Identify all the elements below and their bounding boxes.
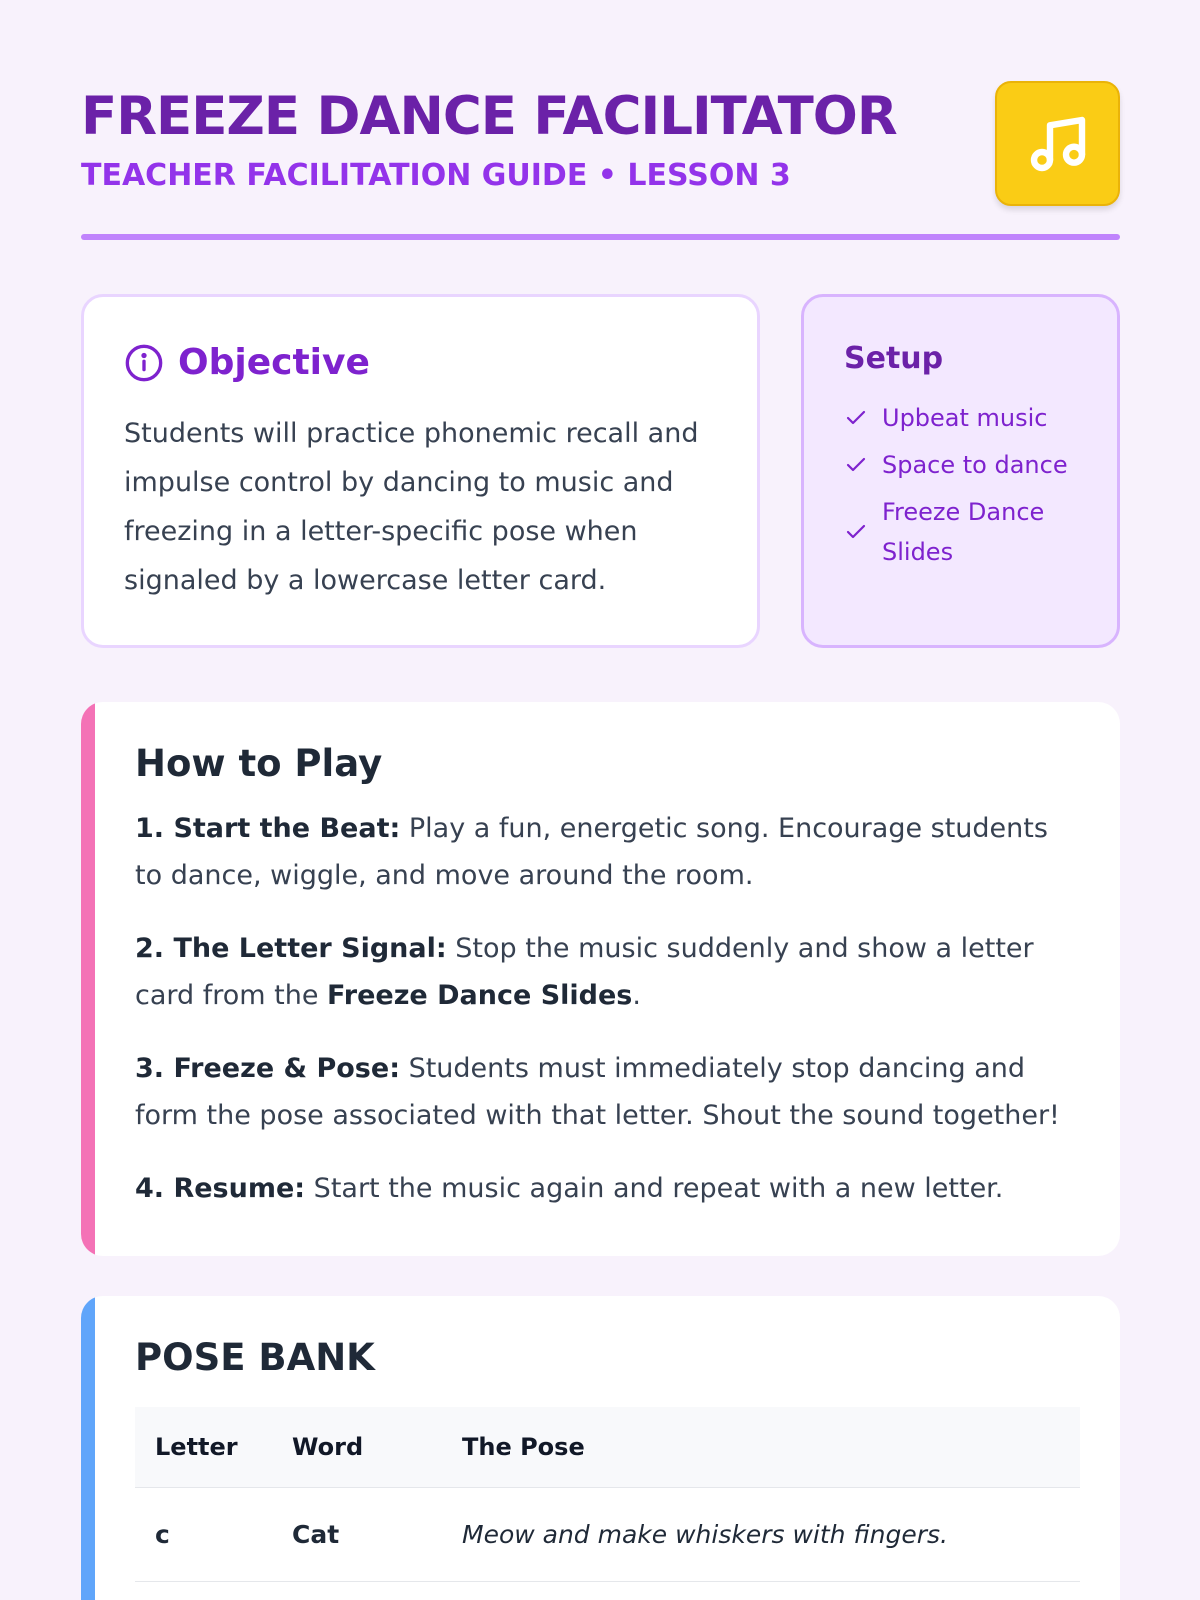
header-divider: [81, 234, 1120, 240]
setup-item-label: Upbeat music: [882, 404, 1048, 432]
step-label: 4. Resume:: [135, 1173, 306, 1204]
setup-item: [844, 492, 1077, 572]
page-subtitle: TEACHER FACILITATION GUIDE • LESSON 3: [81, 158, 791, 193]
info-icon: [124, 343, 164, 383]
objective-heading: [124, 342, 717, 383]
check-icon: [844, 520, 868, 544]
step-text: Start the music again and repeat with a new letter.: [305, 1173, 1004, 1204]
step-item: [135, 1045, 1080, 1139]
pose-bank-card: [81, 1296, 1120, 1600]
step-emphasis: Freeze Dance Slides: [327, 980, 633, 1011]
table-header-row: [135, 1407, 1080, 1487]
step-text: Students must immediately stop dancing and form the pose associated with that letter. Shout the sound together!: [135, 1053, 1060, 1131]
objective-card: [81, 294, 760, 648]
how-to-play-card: [81, 702, 1120, 1256]
step-item: [135, 805, 1080, 899]
setup-item: [844, 398, 1077, 438]
guide-page: [81, 0, 1120, 1549]
letter-cell: c: [135, 1487, 272, 1581]
check-icon: [844, 453, 868, 477]
step-label: 2. The Letter Signal:: [135, 933, 447, 964]
setup-title: Setup: [844, 341, 944, 376]
step-label: 1. Start the Beat:: [135, 813, 401, 844]
step-item: [135, 1165, 1080, 1212]
pose-bank-title: POSE BANK: [135, 1336, 375, 1379]
step-item: [135, 925, 1080, 1019]
word-cell: Cat: [272, 1487, 442, 1581]
setup-list: [844, 398, 1077, 572]
step-label: 3. Freeze & Pose:: [135, 1053, 400, 1084]
column-header-word: Word: [272, 1407, 442, 1487]
pose-cell: Meow and make whiskers with fingers.: [442, 1487, 1080, 1581]
setup-item-label: Space to dance: [882, 451, 1068, 479]
check-icon: [844, 406, 868, 430]
objective-text: Students will practice phonemic recall and impulse control by dancing to music and freezing in a letter-specific pose when signaled by a lowercase letter card.: [124, 418, 699, 596]
column-header-pose: The Pose: [442, 1407, 1080, 1487]
music-note-icon: [1026, 112, 1090, 176]
step-text: Play a fun, energetic song. Encourage students to dance, wiggle, and move around the room.: [135, 813, 1048, 891]
step-text: Stop the music suddenly and show a letter card from the: [135, 933, 1034, 1011]
page-header: [81, 0, 1120, 240]
setup-item-label: Freeze Dance Slides: [882, 498, 1045, 566]
music-badge: [995, 81, 1120, 206]
pose-bank-table: [135, 1407, 1080, 1582]
setup-item: [844, 445, 1077, 485]
step-text-end: .: [632, 980, 641, 1011]
table-row: [135, 1487, 1080, 1581]
objective-title: Objective: [178, 342, 370, 383]
column-header-letter: Letter: [135, 1407, 272, 1487]
setup-card: [801, 294, 1120, 648]
how-to-play-title: How to Play: [135, 742, 383, 785]
steps-list: [135, 805, 1080, 1212]
page-title: FREEZE DANCE FACILITATOR: [81, 86, 897, 147]
